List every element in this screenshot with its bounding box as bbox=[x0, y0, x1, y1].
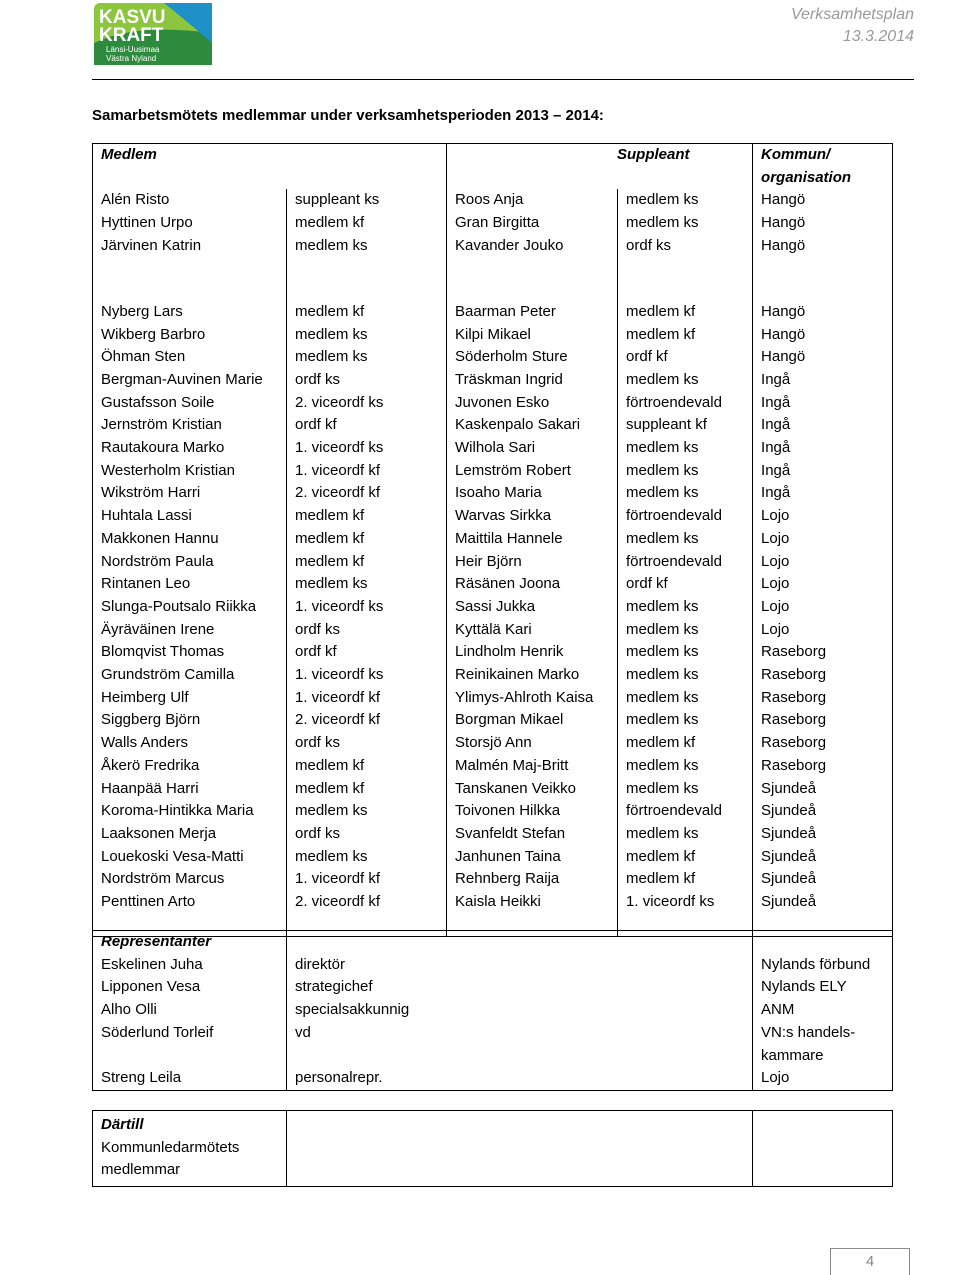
member-cell: Nordström Paula bbox=[93, 551, 287, 574]
member-row bbox=[93, 437, 893, 460]
member-cell: ordf ks bbox=[287, 369, 447, 392]
member-cell: Sjundeå bbox=[753, 846, 893, 869]
member-cell: Warvas Sirkka bbox=[447, 505, 618, 528]
member-cell: ordf ks bbox=[287, 619, 447, 642]
member-cell: medlem ks bbox=[618, 437, 753, 460]
member-row bbox=[93, 687, 893, 710]
member-cell: Kaisla Heikki bbox=[447, 891, 618, 914]
member-cell: Blomqvist Thomas bbox=[93, 641, 287, 664]
member-cell: Heimberg Ulf bbox=[93, 687, 287, 710]
member-cell: ordf kf bbox=[287, 414, 447, 437]
member-cell: Raseborg bbox=[753, 709, 893, 732]
members-header-cell: Kommun/ organisation bbox=[753, 144, 893, 190]
member-cell: Tanskanen Veikko bbox=[447, 778, 618, 801]
member-cell: Sjundeå bbox=[753, 778, 893, 801]
member-cell: Bergman-Auvinen Marie bbox=[93, 369, 287, 392]
member-cell: medlem ks bbox=[287, 324, 447, 347]
member-row bbox=[93, 778, 893, 801]
member-cell: Lojo bbox=[753, 551, 893, 574]
document-title: Verksamhetsplan bbox=[790, 6, 914, 23]
member-cell: Öhman Sten bbox=[93, 346, 287, 369]
member-row bbox=[93, 755, 893, 778]
member-cell: 2. viceordf ks bbox=[287, 392, 447, 415]
member-cell: suppleant ks bbox=[287, 189, 447, 212]
member-cell: Kyttälä Kari bbox=[447, 619, 618, 642]
member-cell: Rautakoura Marko bbox=[93, 437, 287, 460]
member-cell: medlem ks bbox=[618, 212, 753, 235]
member-cell: Gran Birgitta bbox=[447, 212, 618, 235]
member-cell: Raseborg bbox=[753, 687, 893, 710]
member-cell: medlem ks bbox=[618, 369, 753, 392]
member-cell: Lojo bbox=[753, 505, 893, 528]
member-cell: ordf ks bbox=[287, 732, 447, 755]
member-cell: ordf ks bbox=[287, 823, 447, 846]
svg-text:KRAFT: KRAFT bbox=[99, 25, 164, 46]
blank-cell bbox=[753, 931, 893, 954]
member-cell: Raseborg bbox=[753, 664, 893, 687]
members-header-cell: Medlem bbox=[93, 144, 447, 190]
member-cell: Hyttinen Urpo bbox=[93, 212, 287, 235]
member-cell: medlem kf bbox=[287, 528, 447, 551]
member-cell: medlem ks bbox=[618, 641, 753, 664]
member-cell: Ingå bbox=[753, 482, 893, 505]
member-cell: ordf ks bbox=[618, 235, 753, 301]
member-cell: medlem kf bbox=[618, 301, 753, 324]
member-row bbox=[93, 664, 893, 687]
member-cell: 2. viceordf kf bbox=[287, 891, 447, 914]
representative-cell: personalrepr. bbox=[287, 1067, 753, 1090]
representative-row bbox=[93, 999, 893, 1022]
member-cell: Ingå bbox=[753, 369, 893, 392]
page-number: 4 bbox=[830, 1248, 910, 1275]
representative-cell: Nylands förbund bbox=[753, 954, 893, 977]
representative-cell: direktör bbox=[287, 954, 753, 977]
member-row bbox=[93, 528, 893, 551]
member-row bbox=[93, 346, 893, 369]
member-row bbox=[93, 868, 893, 891]
member-cell: medlem kf bbox=[618, 846, 753, 869]
member-row bbox=[93, 641, 893, 664]
member-row bbox=[93, 891, 893, 914]
member-cell: 1. viceordf kf bbox=[287, 868, 447, 891]
member-row bbox=[93, 573, 893, 596]
member-cell: Penttinen Arto bbox=[93, 891, 287, 914]
member-cell: Rintanen Leo bbox=[93, 573, 287, 596]
member-cell: medlem ks bbox=[287, 846, 447, 869]
representative-cell: Nylands ELY bbox=[753, 976, 893, 999]
representative-cell: Eskelinen Juha bbox=[93, 954, 287, 977]
member-cell: Hangö bbox=[753, 324, 893, 347]
member-row bbox=[93, 596, 893, 619]
member-cell: ordf kf bbox=[618, 346, 753, 369]
representative-row bbox=[93, 976, 893, 999]
representative-cell: Söderlund Torleif bbox=[93, 1022, 287, 1067]
dartill-empty-cell bbox=[287, 1111, 753, 1187]
representative-cell: vd bbox=[287, 1022, 753, 1067]
dartill-heading: Därtill bbox=[101, 1116, 144, 1133]
member-cell: Baarman Peter bbox=[447, 301, 618, 324]
member-cell: Louekoski Vesa-Matti bbox=[93, 846, 287, 869]
member-cell: Heir Björn bbox=[447, 551, 618, 574]
member-cell: Juvonen Esko bbox=[447, 392, 618, 415]
members-header-row bbox=[93, 144, 893, 190]
member-cell: Gustafsson Soile bbox=[93, 392, 287, 415]
member-cell: Hangö bbox=[753, 346, 893, 369]
member-cell: Sassi Jukka bbox=[447, 596, 618, 619]
member-cell: medlem kf bbox=[618, 868, 753, 891]
member-cell: suppleant kf bbox=[618, 414, 753, 437]
member-cell: 2. viceordf kf bbox=[287, 709, 447, 732]
member-cell: medlem kf bbox=[287, 551, 447, 574]
member-row bbox=[93, 800, 893, 823]
representative-cell: Alho Olli bbox=[93, 999, 287, 1022]
member-row bbox=[93, 301, 893, 324]
member-cell: Grundström Camilla bbox=[93, 664, 287, 687]
member-cell: Maittila Hannele bbox=[447, 528, 618, 551]
member-cell: Wilhola Sari bbox=[447, 437, 618, 460]
representative-row bbox=[93, 1067, 893, 1090]
member-cell: Söderholm Sture bbox=[447, 346, 618, 369]
member-row bbox=[93, 460, 893, 483]
member-cell: medlem ks bbox=[618, 687, 753, 710]
member-cell: Nordström Marcus bbox=[93, 868, 287, 891]
member-row bbox=[93, 846, 893, 869]
member-cell: Hangö bbox=[753, 301, 893, 324]
member-cell: Hangö bbox=[753, 235, 893, 301]
member-cell: Svanfeldt Stefan bbox=[447, 823, 618, 846]
member-row bbox=[93, 235, 893, 301]
document-date: 13.3.2014 bbox=[842, 28, 914, 45]
representative-cell: Lipponen Vesa bbox=[93, 976, 287, 999]
member-cell: Borgman Mikael bbox=[447, 709, 618, 732]
member-row bbox=[93, 189, 893, 212]
member-cell: Hangö bbox=[753, 212, 893, 235]
member-cell: Reinikainen Marko bbox=[447, 664, 618, 687]
header-divider bbox=[92, 79, 914, 80]
member-cell: Ingå bbox=[753, 414, 893, 437]
representatives-header-row bbox=[93, 931, 893, 954]
member-cell: Roos Anja bbox=[447, 189, 618, 212]
member-cell: Järvinen Katrin bbox=[93, 235, 287, 301]
member-cell: Kavander Jouko bbox=[447, 235, 618, 301]
dartill-text: Kommunledarmötets medlemmar bbox=[101, 1138, 240, 1179]
member-cell: medlem kf bbox=[287, 778, 447, 801]
member-cell: Ingå bbox=[753, 460, 893, 483]
member-cell: medlem kf bbox=[287, 755, 447, 778]
member-cell: Janhunen Taina bbox=[447, 846, 618, 869]
member-cell: medlem kf bbox=[287, 301, 447, 324]
member-cell: medlem kf bbox=[287, 505, 447, 528]
dartill-cell bbox=[93, 1111, 287, 1187]
member-cell: förtroendevald bbox=[618, 800, 753, 823]
member-cell: medlem ks bbox=[618, 778, 753, 801]
section-heading: Samarbetsmötets medlemmar under verksamhetsperioden 2013 – 2014: bbox=[92, 107, 604, 124]
representative-cell: Streng Leila bbox=[93, 1067, 287, 1090]
representatives-heading: Representanter bbox=[93, 931, 287, 954]
member-cell: förtroendevald bbox=[618, 551, 753, 574]
member-cell: Slunga-Poutsalo Riikka bbox=[93, 596, 287, 619]
member-cell: 1. viceordf ks bbox=[287, 596, 447, 619]
member-cell: förtroendevald bbox=[618, 392, 753, 415]
member-cell: Sjundeå bbox=[753, 823, 893, 846]
dartill-empty-cell bbox=[753, 1111, 893, 1187]
member-cell: medlem ks bbox=[287, 235, 447, 301]
member-cell: medlem ks bbox=[287, 573, 447, 596]
member-cell: Ylimys-Ahlroth Kaisa bbox=[447, 687, 618, 710]
member-cell: Haanpää Harri bbox=[93, 778, 287, 801]
member-row bbox=[93, 823, 893, 846]
member-cell: medlem ks bbox=[618, 619, 753, 642]
representative-cell: strategichef bbox=[287, 976, 753, 999]
member-row bbox=[93, 324, 893, 347]
document-header bbox=[791, 4, 914, 48]
member-cell: Lojo bbox=[753, 528, 893, 551]
dartill-row bbox=[93, 1111, 893, 1187]
member-cell: 1. viceordf ks bbox=[287, 664, 447, 687]
member-cell: Lojo bbox=[753, 619, 893, 642]
kasvu-kraft-logo bbox=[94, 3, 212, 65]
member-cell: 1. viceordf kf bbox=[287, 687, 447, 710]
member-cell: Isoaho Maria bbox=[447, 482, 618, 505]
member-row bbox=[93, 212, 893, 235]
member-cell: Sjundeå bbox=[753, 891, 893, 914]
member-cell: Ingå bbox=[753, 437, 893, 460]
members-table bbox=[92, 143, 893, 937]
member-cell: Kilpi Mikael bbox=[447, 324, 618, 347]
member-cell: medlem ks bbox=[287, 346, 447, 369]
member-cell: ordf kf bbox=[618, 573, 753, 596]
member-row bbox=[93, 369, 893, 392]
member-cell: Sjundeå bbox=[753, 800, 893, 823]
member-cell: Jernström Kristian bbox=[93, 414, 287, 437]
representative-row bbox=[93, 1022, 893, 1067]
member-row bbox=[93, 414, 893, 437]
member-cell: 1. viceordf kf bbox=[287, 460, 447, 483]
member-cell: 1. viceordf ks bbox=[287, 437, 447, 460]
member-cell: medlem ks bbox=[618, 709, 753, 732]
member-cell: Lojo bbox=[753, 573, 893, 596]
member-cell: medlem ks bbox=[618, 823, 753, 846]
member-cell: Wikström Harri bbox=[93, 482, 287, 505]
svg-text:Länsi-Uusimaa: Länsi-Uusimaa bbox=[106, 45, 160, 54]
member-cell: Lemström Robert bbox=[447, 460, 618, 483]
svg-text:Västra Nyland: Västra Nyland bbox=[106, 54, 157, 63]
member-cell: medlem ks bbox=[618, 189, 753, 212]
member-cell: Ingå bbox=[753, 392, 893, 415]
member-cell: medlem ks bbox=[618, 596, 753, 619]
member-cell: Kaskenpalo Sakari bbox=[447, 414, 618, 437]
member-cell: Koroma-Hintikka Maria bbox=[93, 800, 287, 823]
member-cell: Makkonen Hannu bbox=[93, 528, 287, 551]
member-row bbox=[93, 551, 893, 574]
member-cell: Rehnberg Raija bbox=[447, 868, 618, 891]
member-cell: medlem kf bbox=[618, 324, 753, 347]
member-cell: medlem ks bbox=[618, 528, 753, 551]
representative-cell: Lojo bbox=[753, 1067, 893, 1090]
member-cell: 2. viceordf kf bbox=[287, 482, 447, 505]
member-row bbox=[93, 732, 893, 755]
representative-cell: ANM bbox=[753, 999, 893, 1022]
member-cell: medlem ks bbox=[287, 800, 447, 823]
member-row bbox=[93, 392, 893, 415]
member-cell: Äyräväinen Irene bbox=[93, 619, 287, 642]
representative-row bbox=[93, 954, 893, 977]
member-cell: Alén Risto bbox=[93, 189, 287, 212]
member-cell: medlem ks bbox=[618, 482, 753, 505]
member-cell: Walls Anders bbox=[93, 732, 287, 755]
member-cell: Lojo bbox=[753, 596, 893, 619]
member-cell: Storsjö Ann bbox=[447, 732, 618, 755]
member-cell: ordf kf bbox=[287, 641, 447, 664]
member-cell: förtroendevald bbox=[618, 505, 753, 528]
member-cell: Siggberg Björn bbox=[93, 709, 287, 732]
representative-cell: specialsakkunnig bbox=[287, 999, 753, 1022]
blank-cell bbox=[287, 931, 753, 954]
member-cell: Malmén Maj-Britt bbox=[447, 755, 618, 778]
member-row bbox=[93, 619, 893, 642]
member-cell: Hangö bbox=[753, 189, 893, 212]
member-cell: Sjundeå bbox=[753, 868, 893, 891]
member-cell: 1. viceordf ks bbox=[618, 891, 753, 914]
member-cell: Åkerö Fredrika bbox=[93, 755, 287, 778]
member-cell: medlem kf bbox=[618, 732, 753, 755]
svg-text:KASVU: KASVU bbox=[99, 7, 166, 28]
member-cell: Räsänen Joona bbox=[447, 573, 618, 596]
member-cell: medlem ks bbox=[618, 755, 753, 778]
member-row bbox=[93, 482, 893, 505]
representatives-table bbox=[92, 930, 893, 1091]
dartill-table bbox=[92, 1110, 893, 1187]
member-cell: Raseborg bbox=[753, 732, 893, 755]
member-row bbox=[93, 505, 893, 528]
member-cell: Nyberg Lars bbox=[93, 301, 287, 324]
member-cell: Westerholm Kristian bbox=[93, 460, 287, 483]
member-cell: Träskman Ingrid bbox=[447, 369, 618, 392]
members-header-cell: Suppleant bbox=[447, 144, 753, 190]
member-cell: Toivonen Hilkka bbox=[447, 800, 618, 823]
member-cell: medlem kf bbox=[287, 212, 447, 235]
representative-cell: VN:s handels-kammare bbox=[753, 1022, 893, 1067]
member-cell: Raseborg bbox=[753, 755, 893, 778]
member-cell: Raseborg bbox=[753, 641, 893, 664]
member-cell: medlem ks bbox=[618, 460, 753, 483]
member-cell: Lindholm Henrik bbox=[447, 641, 618, 664]
member-cell: Laaksonen Merja bbox=[93, 823, 287, 846]
member-cell: Huhtala Lassi bbox=[93, 505, 287, 528]
member-cell: medlem ks bbox=[618, 664, 753, 687]
member-row bbox=[93, 709, 893, 732]
member-cell: Wikberg Barbro bbox=[93, 324, 287, 347]
